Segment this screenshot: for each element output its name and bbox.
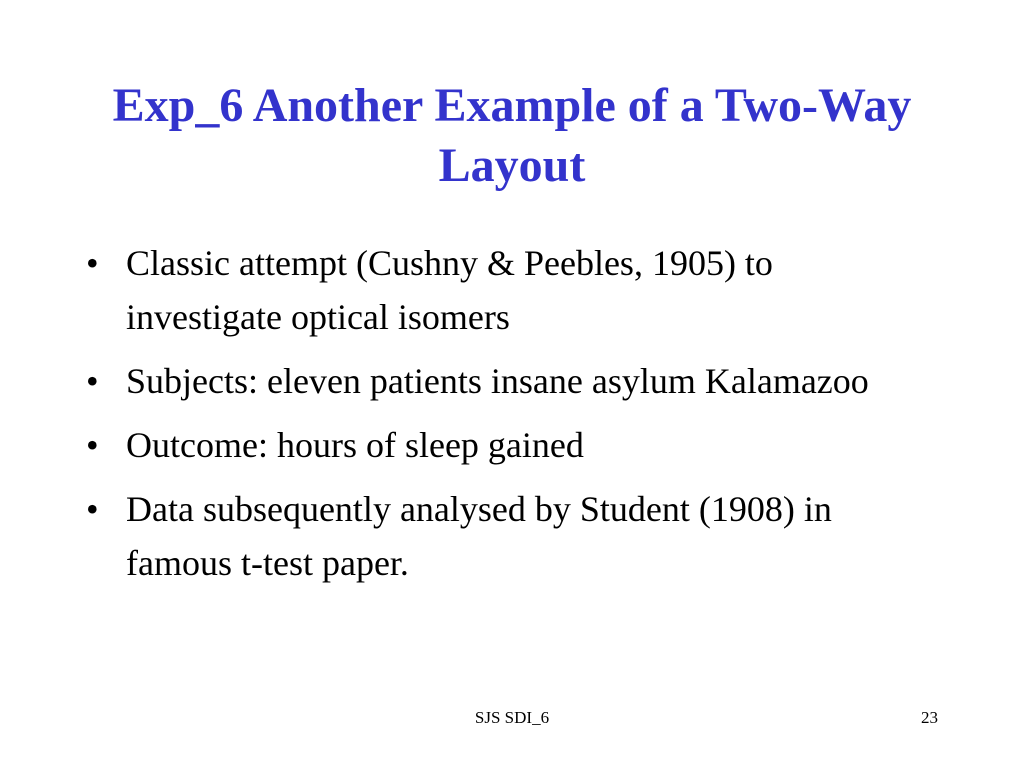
bullet-dot-icon: • [86, 489, 99, 529]
page-number: 23 [921, 708, 938, 727]
bullet-item [82, 236, 912, 344]
bullet-item [82, 418, 912, 472]
bullet-item [82, 354, 912, 408]
footer-label: SJS SDI_6 [474, 708, 550, 727]
bullet-text: Outcome: hours of sleep gained [126, 425, 584, 465]
slide-title: Exp_6 Another Example of a Two-Way Layout [112, 79, 912, 192]
bullet-text: Data subsequently analysed by Student (1908) in famous t-test paper. [126, 489, 832, 583]
bullet-dot-icon: • [86, 425, 99, 465]
bullet-item [82, 482, 912, 590]
bullet-text: Classic attempt (Cushny & Peebles, 1905) to investigate optical isomers [126, 243, 773, 337]
bullet-text: Subjects: eleven patients insane asylum Kalamazoo [126, 361, 869, 401]
bullet-list [82, 236, 912, 600]
bullet-dot-icon: • [86, 361, 99, 401]
bullet-dot-icon: • [86, 243, 99, 283]
